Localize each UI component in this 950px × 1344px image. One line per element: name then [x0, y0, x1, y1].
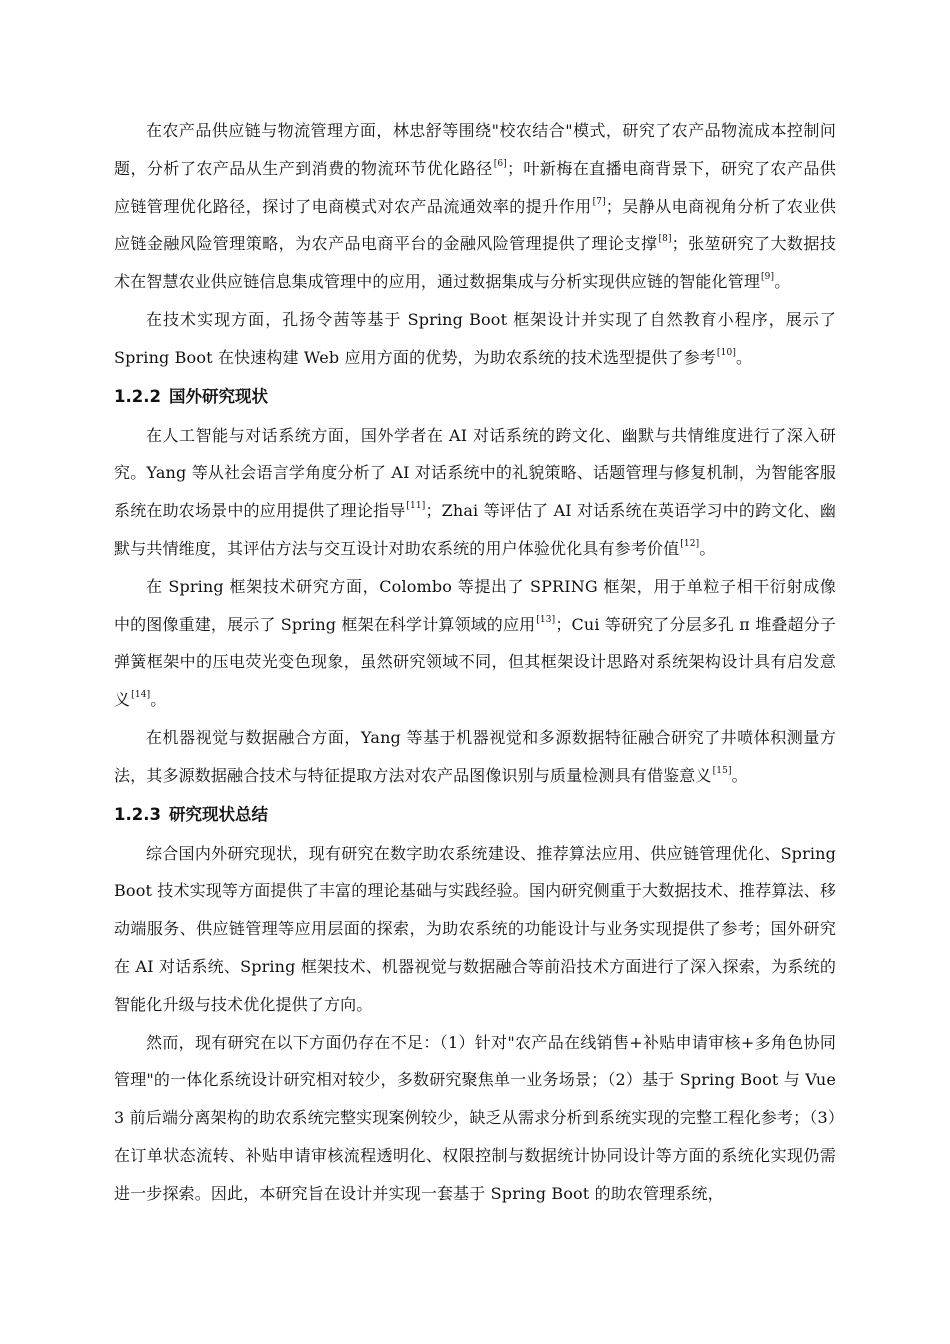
paragraph-text: 。 [699, 538, 716, 558]
paragraph-text: 。 [774, 272, 791, 292]
citation-ref: [6] [493, 158, 507, 169]
section-number: 1.2.3 [114, 804, 161, 824]
paragraph-text: ；吴静从电商视角分析了农业供应链金融风险管理策略，为农产品电商平台的金融风险管理提供了理论支撑 [114, 196, 836, 254]
citation-ref: [9] [761, 272, 775, 283]
citation-ref: [10] [716, 347, 736, 358]
paragraph-text: 。 [731, 765, 748, 785]
paragraph-text: 在 Spring 框架技术研究方面，Colombo 等提出了 SPRING 框架，用于单粒子相干衍射成像中的图像重建，展示了 Spring 框架在科学计算领域的应用 [114, 576, 836, 634]
citation-ref: [15] [712, 765, 732, 776]
section-number: 1.2.2 [114, 386, 161, 406]
paragraph-text: 在农产品供应链与物流管理方面，林忠舒等围绕"校农结合"模式，研究了农产品物流成本控制问题，分析了农产品从生产到消费的物流环节优化路径 [114, 121, 836, 178]
body-paragraph [114, 1024, 836, 1213]
section-heading [114, 795, 836, 835]
section-title: 国外研究现状 [168, 386, 268, 406]
paragraph-text: ；张堃研究了大数据技术在智慧农业供应链信息集成管理中的应用，通过数据集成与分析实现供应链的智能化管理 [114, 234, 836, 292]
paragraph-text: 然而，现有研究在以下方面仍存在不足：（1）针对"农产品在线销售+补贴申请审核+多角色协同管理"的一体化系统设计研究相对较少，多数研究聚焦单一业务场景；（2）基于 Spring Boot 与 Vue 3 前后端分离架构的助农系统完整实现案例较少，缺乏从需求分析到系统实现的完整工程化参考；（3）在订单状态流转、补贴申请审核流程透明化、权限控制与数据统计协同设计等方面的系统化实现仍需进一步探索。因此，本研究旨在设计并实现一套基于 Spring Boot 的助农管理系统， [114, 1032, 836, 1203]
body-paragraph [114, 835, 836, 1024]
paragraph-text: 。 [736, 347, 753, 367]
citation-ref: [11] [406, 501, 426, 512]
body-paragraph [114, 568, 836, 719]
body-paragraph [114, 112, 836, 301]
section-heading [114, 377, 836, 417]
section-title: 研究现状总结 [168, 804, 268, 824]
paragraph-text: ；Cui 等研究了分层多孔 π 堆叠超分子弹簧框架中的压电荧光变色现象，虽然研究领域不同，但其框架设计思路对系统架构设计具有启发意义 [114, 614, 836, 710]
body-paragraph [114, 417, 836, 568]
citation-ref: [8] [658, 234, 672, 245]
body-paragraph [114, 301, 836, 377]
body-paragraph [114, 719, 836, 795]
paragraph-text: 综合国内外研究现状，现有研究在数字助农系统建设、推荐算法应用、供应链管理优化、Spring Boot 技术实现等方面提供了丰富的理论基础与实践经验。国内研究侧重于大数据技术、推荐算法、移动端服务、供应链管理等应用层面的探索，为助农系统的功能设计与业务实现提供了参考；国外研究在 AI 对话系统、Spring 框架技术、机器视觉与数据融合等前沿技术方面进行了深入探索，为系统的智能化升级与技术优化提供了方向。 [114, 843, 836, 1014]
paragraph-text: ；叶新梅在直播电商背景下，研究了农产品供应链管理优化路径，探讨了电商模式对农产品流通效率的提升作用 [114, 158, 836, 216]
document-body [114, 112, 836, 1213]
citation-ref: [7] [592, 196, 606, 207]
paragraph-text: 在机器视觉与数据融合方面，Yang 等基于机器视觉和多源数据特征融合研究了井喷体积测量方法，其多源数据融合技术与特征提取方法对农产品图像识别与质量检测具有借鉴意义 [114, 727, 836, 785]
paragraph-text: 。 [150, 690, 167, 710]
paragraph-text: 在人工智能与对话系统方面，国外学者在 AI 对话系统的跨文化、幽默与共情维度进行了深入研究。Yang 等从社会语言学角度分析了 AI 对话系统中的礼貌策略、话题管理与修复机制，为智能客服系统在助农场景中的应用提供了理论指导 [114, 425, 836, 521]
paragraph-text: ；Zhai 等评估了 AI 对话系统在英语学习中的跨文化、幽默与共情维度，其评估方法与交互设计对助农系统的用户体验优化具有参考价值 [114, 501, 837, 558]
citation-ref: [12] [680, 538, 700, 549]
paragraph-text: 在技术实现方面，孔扬令茜等基于 Spring Boot 框架设计并实现了自然教育小程序，展示了 Spring Boot 在快速构建 Web 应用方面的优势，为助农系统的技术选型提供了参考 [114, 309, 836, 367]
citation-ref: [14] [131, 690, 151, 701]
citation-ref: [13] [536, 614, 556, 625]
